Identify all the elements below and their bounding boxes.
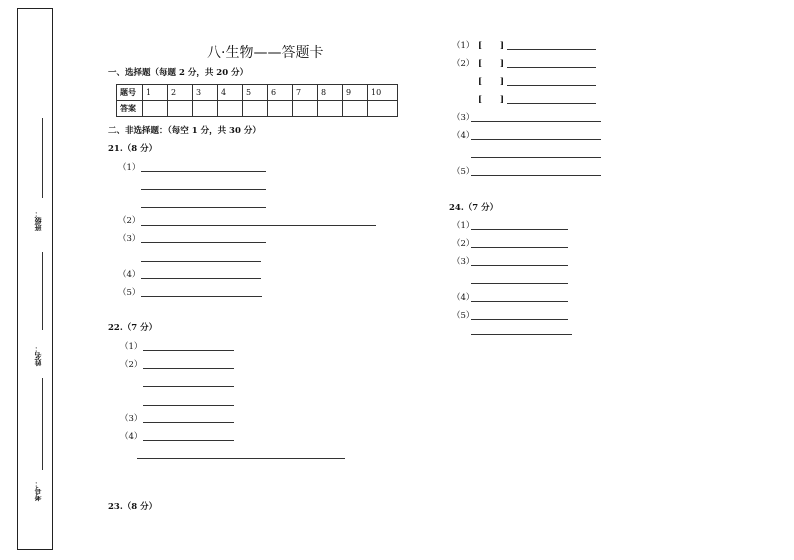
answer-line[interactable] — [507, 85, 596, 86]
q22-part4-label: （4） — [120, 432, 143, 442]
q21-part1-label: （1） — [118, 163, 141, 173]
answer-label: 答案 — [117, 101, 143, 117]
answer-line[interactable] — [141, 278, 261, 279]
question-number: 3 — [193, 85, 218, 101]
answer-cell[interactable] — [318, 101, 343, 117]
answer-line[interactable] — [143, 350, 234, 351]
answer-line[interactable] — [471, 334, 572, 335]
q21-part5-label: （5） — [118, 288, 141, 298]
bracket-open: [ — [478, 59, 483, 69]
bracket-open: [ — [478, 77, 483, 87]
answer-line[interactable] — [141, 207, 266, 208]
answer-line[interactable] — [141, 189, 266, 190]
answer-cell[interactable] — [268, 101, 293, 117]
bracket-close: ] — [500, 77, 505, 87]
answer-line[interactable] — [471, 283, 568, 284]
answer-line[interactable] — [141, 225, 376, 226]
q24-part1-label: （1） — [452, 221, 475, 231]
bracket-open: [ — [478, 95, 483, 105]
q22-title: 22.（7 分） — [108, 323, 158, 333]
q23-part2-label: （2） — [452, 59, 475, 69]
section2-heading: 二、非选择题：（每空 1 分，共 30 分） — [108, 126, 261, 136]
answer-line[interactable] — [143, 368, 234, 369]
question-number: 2 — [168, 85, 193, 101]
number-line — [42, 378, 43, 470]
answer-line[interactable] — [507, 49, 596, 50]
answer-cell[interactable] — [368, 101, 398, 117]
bracket-close: ] — [500, 41, 505, 51]
answer-line[interactable] — [471, 175, 601, 176]
answer-line[interactable] — [507, 103, 596, 104]
answer-line[interactable] — [471, 157, 601, 158]
class-label: 班级： — [33, 210, 42, 231]
answer-line[interactable] — [141, 242, 266, 243]
q21-part3-label: （3） — [118, 234, 141, 244]
q24-part4-label: （4） — [452, 293, 475, 303]
answer-line[interactable] — [471, 229, 568, 230]
question-number: 6 — [268, 85, 293, 101]
question-number: 1 — [143, 85, 168, 101]
q22-part2-label: （2） — [120, 360, 143, 370]
answer-line[interactable] — [471, 121, 601, 122]
answer-cell[interactable] — [168, 101, 193, 117]
answer-line[interactable] — [143, 386, 234, 387]
answer-row — [117, 101, 398, 117]
question-number: 10 — [368, 85, 398, 101]
answer-line[interactable] — [141, 296, 262, 297]
q22-part3-label: （3） — [120, 414, 143, 424]
q21-title: 21.（8 分） — [108, 144, 158, 154]
question-number: 5 — [243, 85, 268, 101]
q23-part5-label: （5） — [452, 167, 475, 177]
answer-line[interactable] — [507, 67, 596, 68]
number-label: 考号： — [33, 480, 42, 501]
answer-cell[interactable] — [293, 101, 318, 117]
answer-line[interactable] — [143, 422, 234, 423]
answer-line[interactable] — [471, 319, 568, 320]
answer-line[interactable] — [471, 301, 568, 302]
q23-part3-label: （3） — [452, 113, 475, 123]
answer-line[interactable] — [143, 405, 234, 406]
bracket-open: [ — [478, 41, 483, 51]
q23-part1-label: （1） — [452, 41, 475, 51]
name-label: 姓名： — [33, 345, 42, 366]
answer-line[interactable] — [137, 458, 345, 459]
answer-cell[interactable] — [143, 101, 168, 117]
answer-line[interactable] — [141, 261, 261, 262]
answer-line[interactable] — [471, 265, 568, 266]
row-label: 题号 — [117, 85, 143, 101]
bracket-close: ] — [500, 95, 505, 105]
question-number: 9 — [343, 85, 368, 101]
q24-part2-label: （2） — [452, 239, 475, 249]
q24-part5-label: （5） — [452, 311, 475, 321]
answer-cell[interactable] — [193, 101, 218, 117]
q22-part1-label: （1） — [120, 342, 143, 352]
page-title: 八·生物——答题卡 — [207, 45, 324, 61]
answer-grid — [116, 84, 398, 117]
number-row — [117, 85, 398, 101]
binding-margin — [17, 8, 53, 550]
answer-line[interactable] — [471, 139, 601, 140]
question-number: 4 — [218, 85, 243, 101]
bracket-close: ] — [500, 59, 505, 69]
section1-heading: 一、选择题（每题 2 分，共 20 分） — [108, 68, 249, 78]
q23-title: 23.（8 分） — [108, 502, 158, 512]
question-number: 7 — [293, 85, 318, 101]
name-line — [42, 252, 43, 330]
answer-line[interactable] — [471, 247, 568, 248]
answer-line[interactable] — [143, 440, 234, 441]
answer-line[interactable] — [141, 171, 266, 172]
class-line — [42, 118, 43, 198]
q23-part4-label: （4） — [452, 131, 475, 141]
answer-cell[interactable] — [218, 101, 243, 117]
answer-cell[interactable] — [343, 101, 368, 117]
q24-title: 24.（7 分） — [449, 203, 499, 213]
question-number: 8 — [318, 85, 343, 101]
answer-cell[interactable] — [243, 101, 268, 117]
q24-part3-label: （3） — [452, 257, 475, 267]
q21-part2-label: （2） — [118, 216, 141, 226]
q21-part4-label: （4） — [118, 270, 141, 280]
